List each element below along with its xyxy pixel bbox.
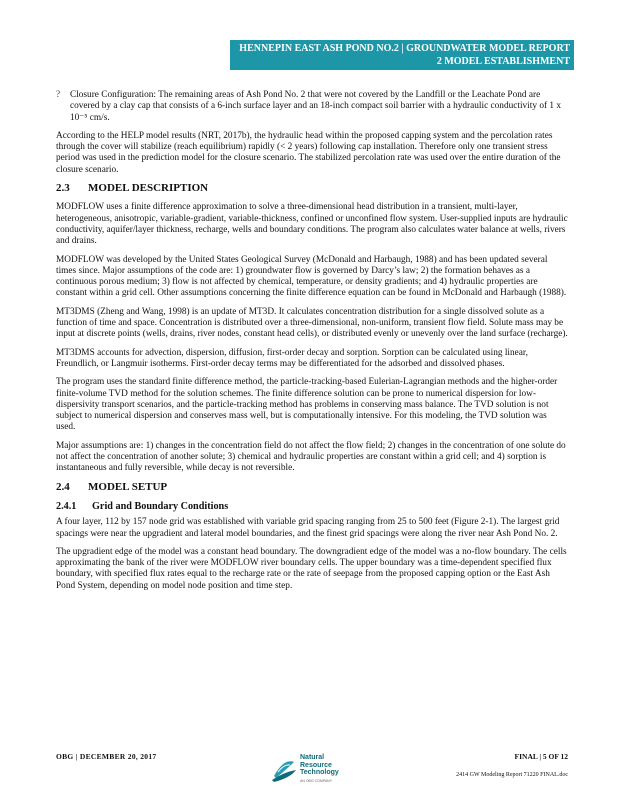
logo-line: Resource — [300, 761, 332, 769]
logo-text — [300, 754, 339, 777]
section-heading-2-3 — [56, 183, 568, 194]
section-title: MODEL DESCRIPTION — [88, 182, 209, 195]
intro-paragraph: According to the HELP model results (NRT, 2017b), the hydraulic head within the proposed capping system and the percolation rates through the cover will stabilize (reach equilibrium) rapidly (< 2 years) following cap installation. Therefore only one transient stress period was used in the prediction model for the closure scenario. The stabilized percolation rate was used over the entire duration of the closure scenario. — [56, 130, 561, 175]
logo-line: Natural — [300, 754, 325, 761]
section-title: MODEL SETUP — [88, 480, 168, 493]
bullet-mark: ? — [56, 90, 61, 100]
company-logo — [270, 752, 360, 792]
paragraph: MODFLOW uses a finite difference approximation to solve a three-dimensional head distribution in a transient, multi-layer, heterogeneous, anisotropic, variable-gradient, variable-thickness, confined or unconfined flow system. User-supplied inputs are hydraulic conductivity, aquifer/layer thickness, recharge, wells and boundary conditions. The program also calculates water balance at wells, rivers and drains. — [56, 202, 568, 247]
subsection-number: 2.4.1 — [56, 500, 77, 512]
subsection-title: Grid and Boundary Conditions — [92, 500, 229, 512]
paragraph: MT3DMS (Zheng and Wang, 1998) is an update of MT3D. It calculates concentration distribution for a single dissolved solute as a function of time and space. Concentration is distributed over a three-dimensional, non-uniform, transient flow field. Solute mass may be input at discrete points (wells, drains, river nodes, constant head cells), or distributed evenly or unevenly over the land surface (recharge). — [56, 306, 568, 340]
paragraph: MODFLOW was developed by the United States Geological Survey (McDonald and Harbaugh, 1988) and has been updated several times since. Major assumptions of the code are: 1) groundwater flow is governed by Darcy’s law; 2) the formation behaves as a continuous porous medium; 3) flow is not affected by chemical, temperature, or density gradients; and 4) hydraulic properties are constant within a grid cell. Other assumptions concerning the finite difference equation can be found in McDonald and Harbaugh (1988). — [56, 254, 567, 299]
bullet-text: Closure Configuration: The remaining areas of Ash Pond No. 2 that were not covered by the Landfill or the Leachate Pond are covered by a clay cap that consists of a 6-inch surface layer and an 18-inch compact soil barrier with a hydraulic conductivity of 1 x 10⁻⁵ cm/s. — [70, 90, 562, 123]
paragraph: A four layer, 112 by 157 node grid was established with variable grid spacing ranging from 25 to 500 feet (Figure 2-1). The largest grid spacings were near the upgradient and lateral model boundaries, and the finest grid spacings were along the river near Ash Pond No. 2. — [56, 517, 560, 539]
closure-bullet — [56, 90, 568, 124]
subsection-heading-2-4-1 — [56, 501, 568, 512]
paragraph: The upgradient edge of the model was a constant head boundary. The downgradient edge of the model was a no-flow boundary. The cells approximating the bank of the river were MODFLOW river boundary cells. The upper boundary was a time-dependent specified flux boundary, with specified flux rates equal to the recharge rate or the rate of seepage from the proposed capping option or the East Ash Pond System, depending on model node position and time step. — [56, 546, 567, 591]
paragraph: Major assumptions are: 1) changes in the concentration field do not affect the flow field; 2) changes in the concentration of one solute do not affect the concentration of another solute; 3) chemical and hydraulic properties are constant within a grid cell; and 4) sorption is instantaneous and fully reversible, while decay is not reversible. — [56, 440, 566, 474]
logo-icon — [270, 754, 298, 784]
header-title: HENNEPIN EAST ASH POND NO.2 | GROUNDWATER MODEL REPORT — [239, 43, 570, 54]
section-number: 2.3 — [56, 182, 70, 195]
footer-date: OBG | DECEMBER 20, 2017 — [56, 752, 157, 761]
header-section: 2 MODEL ESTABLISHMENT — [436, 56, 570, 67]
section-heading-2-4 — [56, 482, 568, 493]
paragraph: MT3DMS accounts for advection, dispersion, diffusion, first-order decay and sorption. Sorption can be calculated using linear, Freundlich, or Langmuir isotherms. First-order decay terms may be differentiated for the adsorbed and dissolved phases. — [56, 347, 528, 369]
footer-filename: 2414 GW Modeling Report 71220 FINAL.doc — [456, 772, 568, 778]
document-body — [56, 90, 568, 599]
section-number: 2.4 — [56, 480, 70, 493]
paragraph: The program uses the standard finite difference method, the particle-tracking-based Eulerian-Lagrangian methods and the higher-order finite-volume TVD method for the solution schemes. The finite difference solution can be prone to numerical dispersion for low-dispersivity transport scenarios, and the particle-tracking method has problems in conserving mass balance. The TVD solution is not subject to numerical dispersion and conserves mass well, but is computationally intensive. For this modeling, the TVD solution was used. — [56, 377, 558, 433]
logo-line: Technology — [300, 769, 339, 776]
footer-page: FINAL | 5 OF 12 — [514, 752, 568, 761]
header-bar — [230, 40, 574, 70]
logo-tagline: AN OBG COMPANY — [300, 779, 333, 783]
